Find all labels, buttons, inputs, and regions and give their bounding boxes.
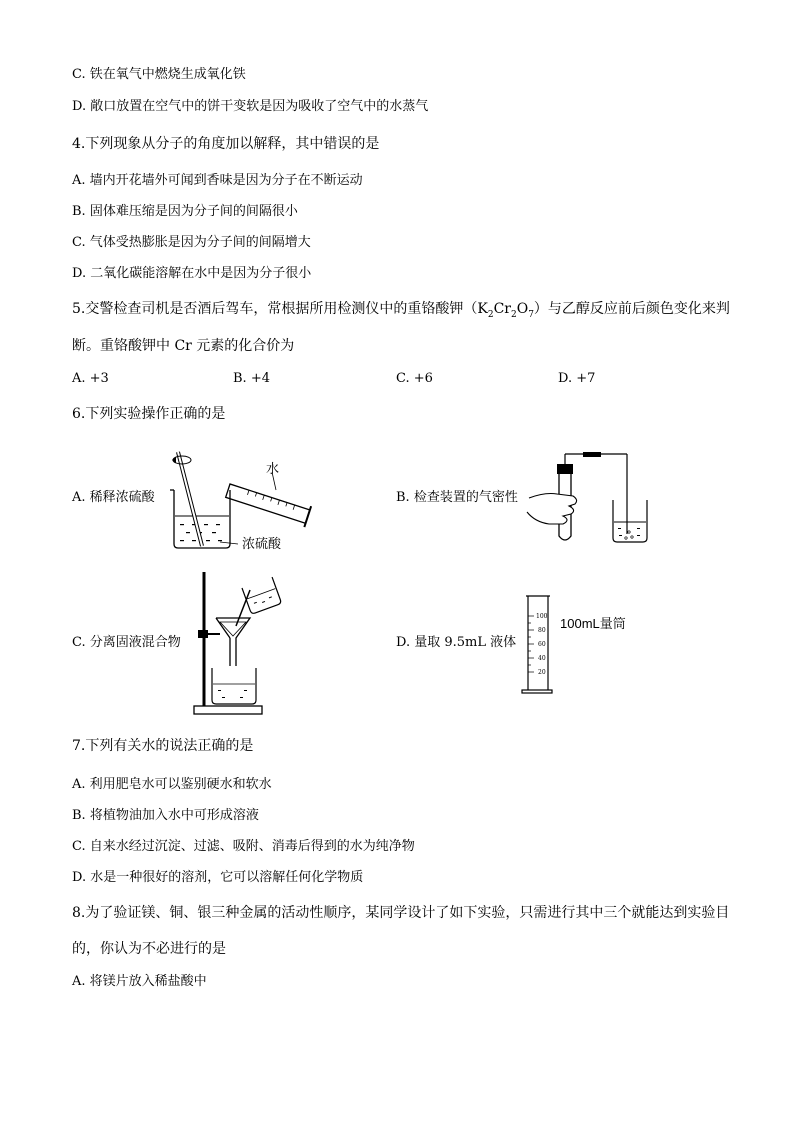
q4-option-d: D. 二氧化碳能溶解在水中是因为分子很小 <box>72 266 312 281</box>
q5-stem-line1 <box>72 300 730 324</box>
q5-option-d: D. +7 <box>558 371 596 386</box>
q7-stem: 7.下列有关水的说法正确的是 <box>72 738 254 754</box>
q5-stem-line2: 断。重铬酸钾中 Cr 元素的化合价为 <box>72 338 295 354</box>
q7-option-a: A. 利用肥皂水可以鉴别硬水和软水 <box>72 777 272 792</box>
q5-stem-pre: 5.交警检查司机是否酒后驾车，常根据所用检测仪中的重铬酸钾（K <box>72 301 488 317</box>
q3-option-c: C. 铁在氧气中燃烧生成氧化铁 <box>72 67 246 82</box>
q5-option-c: C. +6 <box>396 371 433 386</box>
q5-formula-k-sub: 2 <box>487 309 494 320</box>
fig-a-label: A. 稀释浓硫酸 <box>72 490 155 505</box>
q4-option-c: C. 气体受热膨胀是因为分子间的间隔增大 <box>72 235 311 250</box>
q5-formula-o-sub: 7 <box>528 309 534 320</box>
fig-c-label: C. 分离固液混合物 <box>72 635 181 650</box>
q8-option-a: A. 将镁片放入稀盐酸中 <box>72 974 207 989</box>
q6-stem: 6.下列实验操作正确的是 <box>72 406 226 422</box>
cylinder-tick-100: 100 <box>536 613 548 620</box>
q5-stem-post: ）与乙醇反应前后颜色变化来判 <box>533 301 730 317</box>
fig-d-label: D. 量取 9.5mL 液体 <box>396 635 517 650</box>
q7-option-d: D. 水是一种很好的溶剂，它可以溶解任何化学物质 <box>72 870 364 885</box>
fig-b-label: B. 检查装置的气密性 <box>396 490 518 505</box>
cylinder-tick-20: 20 <box>538 669 546 676</box>
q7-option-b: B. 将植物油加入水中可形成溶液 <box>72 808 259 823</box>
fig-d-cylinder-label: 100mL量筒 <box>560 616 626 631</box>
q4-stem: 4.下列现象从分子的角度加以解释，其中错误的是 <box>72 136 380 152</box>
q5-formula-cr: Cr <box>493 301 511 317</box>
fig-a-water-label: 水 <box>266 462 280 477</box>
q5-option-a: A. +3 <box>72 371 109 386</box>
q8-stem-line1: 8.为了验证镁、铜、银三种金属的活动性顺序，某同学设计了如下实验，只需进行其中三个就能达到实验目 <box>72 905 730 921</box>
q8-stem-line2: 的，你认为不必进行的是 <box>72 941 226 957</box>
cylinder-tick-80: 80 <box>538 627 546 634</box>
q3-option-d: D. 敞口放置在空气中的饼干变软是因为吸收了空气中的水蒸气 <box>72 99 429 114</box>
q7-option-c: C. 自来水经过沉淀、过滤、吸附、消毒后得到的水为纯净物 <box>72 839 415 854</box>
q5-formula-o: O <box>516 301 529 317</box>
fig-a-acid-label: 浓硫酸 <box>242 537 282 552</box>
fig-b-airtightness-diagram <box>525 452 660 548</box>
q5-option-b: B. +4 <box>233 371 270 386</box>
cylinder-tick-60: 60 <box>538 641 546 648</box>
fig-c-filtration-diagram <box>192 572 282 718</box>
cylinder-tick-40: 40 <box>538 655 546 662</box>
q4-option-b: B. 固体难压缩是因为分子间的间隔很小 <box>72 204 298 219</box>
q4-option-a: A. 墙内开花墙外可闻到香味是因为分子在不断运动 <box>72 173 363 188</box>
fig-a-dilution-diagram <box>160 448 320 558</box>
q5-formula-cr-sub: 2 <box>510 309 517 320</box>
